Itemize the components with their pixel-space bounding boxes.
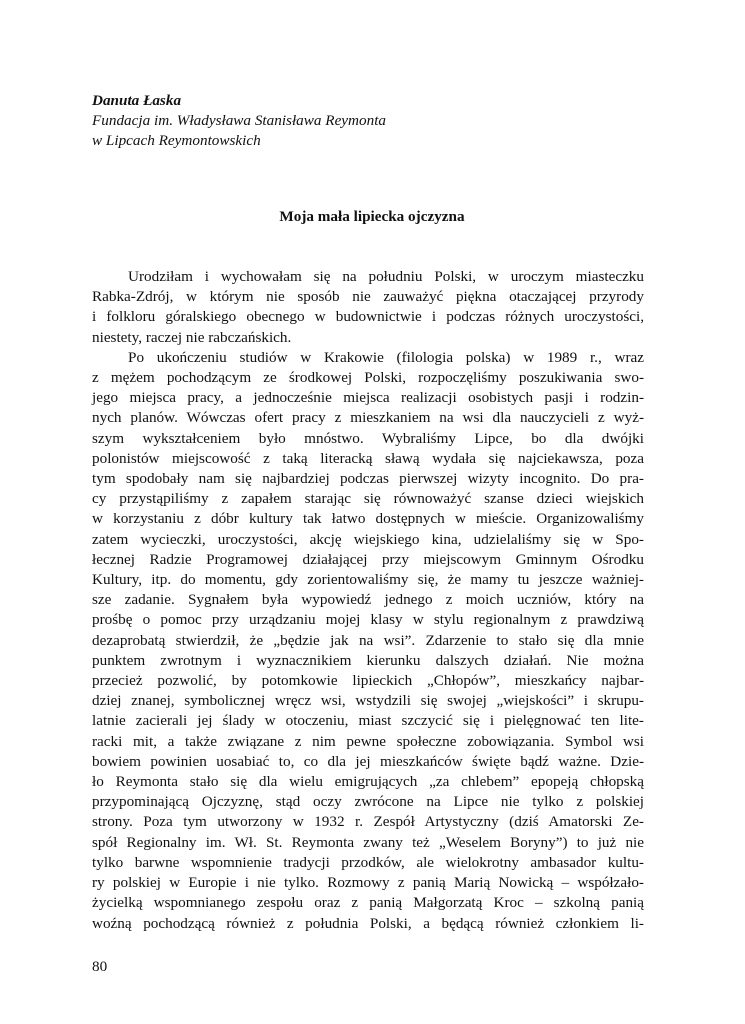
text-line: latnie zacierali jej ślady w otoczeniu, miast szczycić się i pielęgnować ten lite- (92, 712, 644, 730)
text-line: polonistów miejscowość z taką literacką sławą wydała się najciekawsza, poza (92, 449, 644, 467)
text-line: spół Regionalny im. Wł. St. Reymonta zwany też „Weselem Boryny”) to już nie (92, 833, 644, 851)
paragraph-2 (92, 348, 644, 934)
text-line: Rabka-Zdrój, w którym nie sposób nie zauważyć piękna otaczającej przyrody (92, 288, 644, 306)
text-line: tym spodobały nam się najbardziej podczas pierwszej wizyty incognito. Do pra- (92, 470, 644, 488)
text-line: woźną pochodzącą również z południa Polski, a będącą również członkiem li- (92, 914, 644, 932)
text-line: ło Reymonta stało się dla wielu emigrujących „za chlebem” epopeją chłopską (92, 773, 644, 791)
text-line: w korzystaniu z dóbr kultury tak łatwo dostępnych w mieście. Organizowaliśmy (92, 510, 644, 528)
article-body (92, 267, 644, 934)
paragraph-1 (92, 267, 644, 348)
article-title: Moja mała lipiecka ojczyzna (279, 208, 465, 225)
text-line: Urodziłam i wychowałam się na południu Polski, w uroczym miasteczku (128, 268, 644, 285)
text-line: życielką wspomnianego zespołu oraz z panią Małgorzatą Kroc – szkolną panią (92, 894, 644, 912)
text-line: łecznej Radzie Programowej działającej przy miejscowym Gminnym Ośrodku (92, 550, 644, 568)
text-line: ry polskiej w Europie i nie tylko. Rozmowy z panią Marią Nowicką – współzało- (92, 874, 644, 892)
text-line: cy przystąpiliśmy z zapałem starając się równoważyć szanse dzieci wiejskich (92, 490, 644, 508)
text-line: jego miejsca pracy, a jednocześnie miejsca realizacji osobistych pasji i rodzin- (92, 389, 644, 407)
affiliation-line-1: Fundacja im. Władysława Stanisława Reymonta (92, 112, 387, 129)
author-name: Danuta Łaska (92, 92, 182, 109)
text-line: punktem zwrotnym i wyznacznikiem kierunku dalszych działań. Nie można (92, 651, 644, 669)
text-line: strony. Poza tym utworzony w 1932 r. Zespół Artystyczny (dziś Amatorski Ze- (92, 813, 644, 831)
text-line: dziej znanej, symbolicznej wręcz wsi, wstydzili się swojej „wiejskości” i skrupu- (92, 692, 644, 710)
text-line: przecież pozwolić, by potomkowie lipieckich „Chłopów”, mieszkańcy najbar- (92, 672, 644, 690)
page-number: 80 (92, 958, 108, 975)
text-line: bowiem powinien uosabiać to, co dla jej mieszkańców święte bądź ważne. Dzie- (92, 752, 644, 770)
text-line: z mężem pochodzącym ze środkowej Polski, rozpoczęliśmy poszukiwania swo- (92, 369, 644, 387)
text-line: tylko barwne wspomnienie tradycji przodków, ale wielokrotny ambasador kultu- (92, 853, 644, 871)
text-line: przypominającą Ojczyznę, stąd oczy zwrócone na Lipce nie tylko z polskiej (92, 793, 644, 811)
text-line: niestety, raczej nie rabczańskich. (92, 328, 292, 346)
text-line: i folkloru góralskiego obecnego w budownictwie i podczas różnych uroczystości, (92, 308, 644, 326)
affiliation-line-2: w Lipcach Reymontowskich (92, 132, 261, 149)
text-line: racki mit, a także związane z nim pewne społeczne zobowiązania. Symbol wsi (92, 732, 644, 750)
text-line: Po ukończeniu studiów w Krakowie (filologia polska) w 1989 r., wraz (128, 348, 644, 366)
text-line: nych planów. Wówczas ofert pracy z mieszkaniem na wsi dla nauczycieli z wyż- (92, 409, 644, 427)
text-line: Kultury, itp. do momentu, gdy zorientowaliśmy się, że mamy tu jeszcze ważniej- (92, 571, 644, 589)
text-line: sze zadanie. Sygnałem była wypowiedź jednego z moich uczniów, który na (92, 591, 644, 609)
text-line: dezaprobatą stwierdził, że „będzie jak na wsi”. Zdarzenie to stało się dla mnie (92, 631, 644, 649)
text-line: szym wykształceniem było mnóstwo. Wybraliśmy Lipce, bo dla dwójki (92, 429, 644, 447)
text-line: zatem wycieczki, uroczystości, akcję wiejskiego kina, udzielaliśmy się w Spo- (92, 530, 644, 548)
author-block (92, 91, 652, 151)
text-line: prośbę o pomoc przy urządzaniu mojej klasy w stylu regionalnym z prawdziwą (92, 611, 644, 629)
